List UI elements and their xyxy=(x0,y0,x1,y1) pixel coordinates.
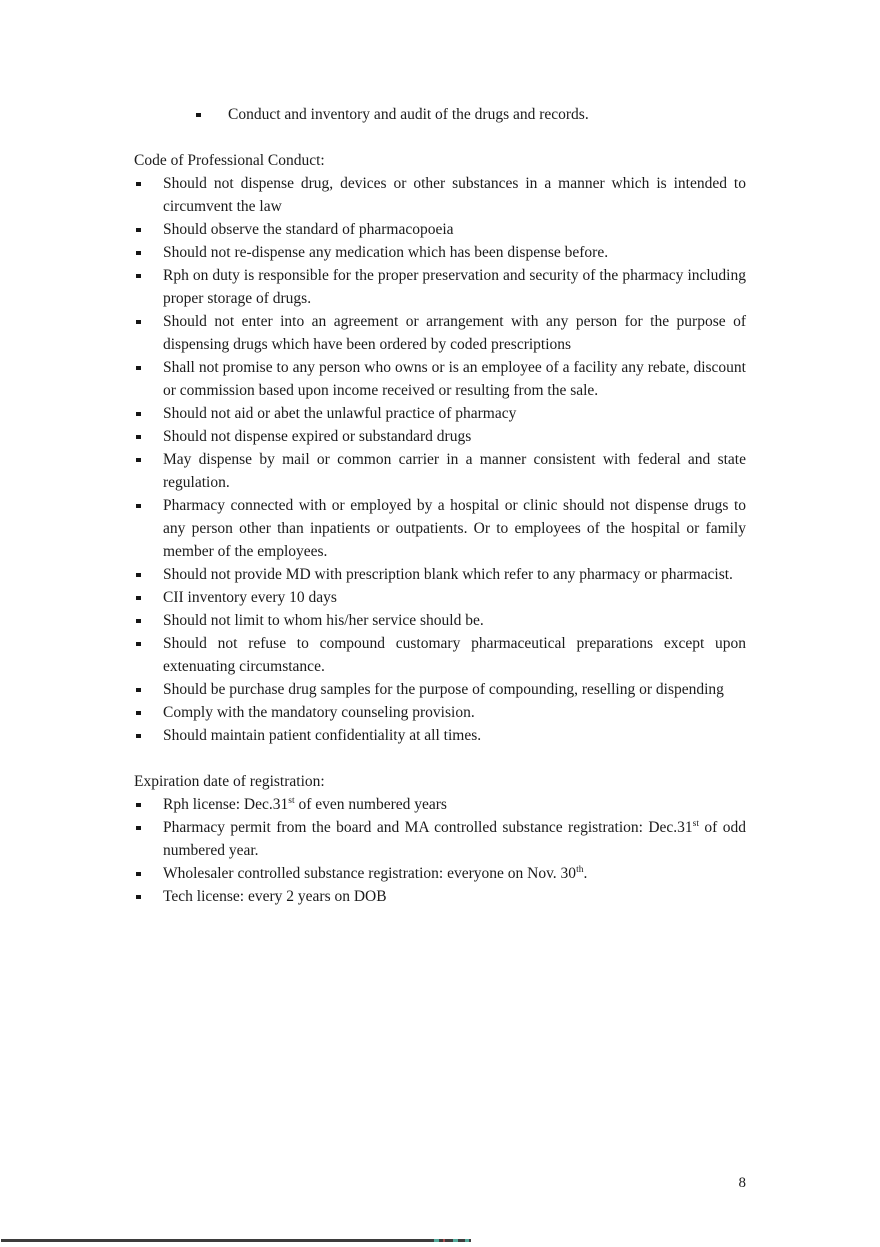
spacer xyxy=(134,126,746,149)
scan-line-segment xyxy=(469,1239,471,1242)
bullet-square-icon xyxy=(136,412,141,417)
bullet-square-icon xyxy=(136,734,141,739)
bullet-text: Pharmacy connected with or employed by a hospital or clinic should not dispense drugs to any person other than inpatients or outpatients. Or to employees of the hospital or family member of the employees. xyxy=(163,497,746,560)
bullet-text-pre: Wholesaler controlled substance registration: everyone on Nov. 30 xyxy=(163,865,577,882)
bullet-square-icon xyxy=(136,274,141,279)
bullet-item xyxy=(134,448,746,494)
bullet-item xyxy=(134,793,746,816)
bullet-square-icon xyxy=(136,458,141,463)
bullet-item xyxy=(134,632,746,678)
bullet-square-icon xyxy=(136,711,141,716)
bullet-item xyxy=(134,310,746,356)
spacer xyxy=(134,747,746,770)
bullet-square-icon xyxy=(136,803,141,808)
bullet-square-icon xyxy=(136,642,141,647)
bullet-square-icon xyxy=(136,688,141,693)
bullet-text-post: . xyxy=(583,865,588,882)
bullet-text: Should not enter into an agreement or arrangement with any person for the purpose of dispensing drugs which have been ordered by coded prescriptions xyxy=(163,313,746,353)
bullet-text: CII inventory every 10 days xyxy=(163,589,337,606)
bullet-item xyxy=(134,586,746,609)
bullet-item xyxy=(134,885,746,908)
bullet-item xyxy=(134,218,746,241)
bullet-text-pre: Pharmacy permit from the board and MA controlled substance registration: Dec.31 xyxy=(163,819,693,836)
page-number: 8 xyxy=(738,1175,746,1191)
bullet-text-pre: Rph license: Dec.31 xyxy=(163,796,289,813)
bullet-text: Should not refuse to compound customary pharmaceutical preparations except upon extenuating circumstance. xyxy=(163,635,746,675)
bullet-item xyxy=(134,609,746,632)
bullet-item xyxy=(134,264,746,310)
section-code-of-conduct xyxy=(134,149,746,747)
bullet-text-pre: Tech license: every 2 years on DOB xyxy=(163,888,387,905)
scan-line-segment xyxy=(445,1239,453,1242)
bullet-text xyxy=(163,796,447,813)
bullet-square-icon xyxy=(136,251,141,256)
bullet-item xyxy=(134,425,746,448)
bullet-text: Conduct and inventory and audit of the drugs and records. xyxy=(228,106,589,123)
bullet-square-icon xyxy=(136,366,141,371)
bullet-text: Shall not promise to any person who owns or is an employee of a facility any rebate, discount or commission based upon income received or resulting from the sale. xyxy=(163,359,746,399)
bullet-square-icon xyxy=(136,872,141,877)
bullet-square-icon xyxy=(136,228,141,233)
bullet-text-post: of even numbered years xyxy=(294,796,447,813)
bullet-item xyxy=(134,402,746,425)
bullet-square-icon xyxy=(136,573,141,578)
ordinal-superscript: th xyxy=(576,864,584,875)
bullet-text: Should be purchase drug samples for the purpose of compounding, reselling or dispending xyxy=(163,681,724,698)
bullet-item xyxy=(134,172,746,218)
bullet-square-icon xyxy=(136,619,141,624)
bullet-square-icon xyxy=(136,320,141,325)
bullet-text xyxy=(163,888,387,905)
section-heading: Code of Professional Conduct: xyxy=(134,152,325,169)
scan-line-segment xyxy=(1,1239,434,1242)
bullet-item xyxy=(134,678,746,701)
bullet-square-icon xyxy=(136,182,141,187)
bullet-text: Should not re-dispense any medication which has been dispense before. xyxy=(163,244,609,261)
bullet-text: Rph on duty is responsible for the proper preservation and security of the pharmacy including proper storage of drugs. xyxy=(163,267,746,307)
ordinal-superscript: st xyxy=(692,818,700,829)
bullet-item xyxy=(134,563,746,586)
bullet-text: Should not provide MD with prescription blank which refer to any pharmacy or pharmacist. xyxy=(163,566,733,583)
bullet-text: Should not dispense drug, devices or other substances in a manner which is intended to circumvent the law xyxy=(163,175,746,215)
section-expiration-dates xyxy=(134,770,746,908)
bullet-item xyxy=(134,241,746,264)
bullet-square-icon xyxy=(136,895,141,900)
bullet-square-icon xyxy=(136,504,141,509)
bullet-text: May dispense by mail or common carrier in a manner consistent with federal and state regulation. xyxy=(163,451,746,491)
bullet-text: Should observe the standard of pharmacopoeia xyxy=(163,221,454,238)
section-heading: Expiration date of registration: xyxy=(134,773,325,790)
bullet-item xyxy=(134,724,746,747)
bullet-square-icon xyxy=(136,435,141,440)
bullet-item xyxy=(134,862,746,885)
bullet-text-post: of odd numbered year. xyxy=(163,819,746,859)
bullet-text: Should not dispense expired or substandard drugs xyxy=(163,428,472,445)
page-content xyxy=(134,103,746,908)
bullet-text xyxy=(163,819,746,859)
bullet-text: Should maintain patient confidentiality at all times. xyxy=(163,727,482,744)
bullet-item xyxy=(134,701,746,724)
bullet-text: Should not limit to whom his/her service should be. xyxy=(163,612,484,629)
bullet-text: Comply with the mandatory counseling provision. xyxy=(163,704,475,721)
bullet-square-icon xyxy=(136,826,141,831)
bullet-item xyxy=(134,356,746,402)
footer-scan-line xyxy=(1,1239,471,1242)
bullet-item xyxy=(134,494,746,563)
bullet-text: Should not aid or abet the unlawful practice of pharmacy xyxy=(163,405,517,422)
bullet-square-icon xyxy=(136,596,141,601)
ordinal-superscript: st xyxy=(288,795,295,806)
bullet-text xyxy=(163,865,587,882)
intro-bullet-item xyxy=(134,103,746,126)
scan-line-segment xyxy=(458,1239,465,1242)
bullet-item xyxy=(134,816,746,862)
bullet-square-icon xyxy=(196,113,201,118)
